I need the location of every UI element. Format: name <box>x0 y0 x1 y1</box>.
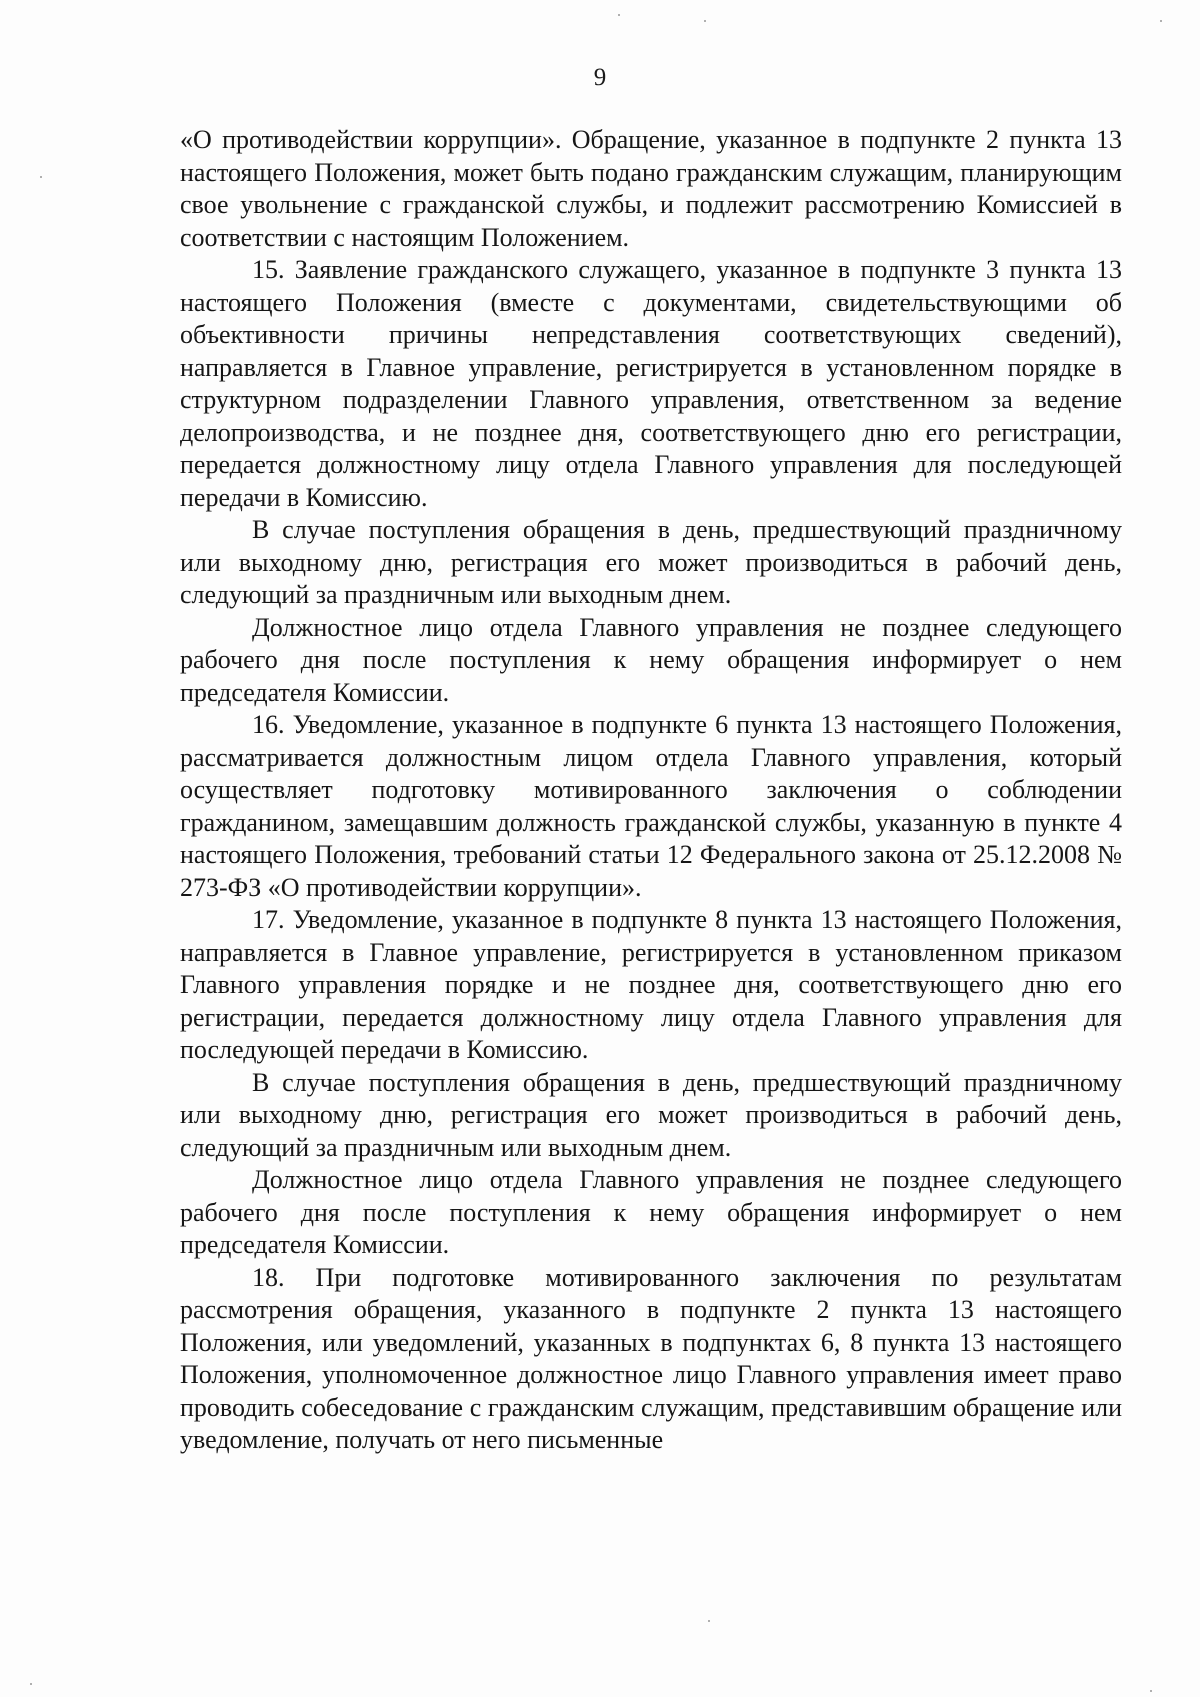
paragraph-item-16: 16. Уведомление, указанное в подпункте 6 пункта 13 настоящего Положения, рассматривается должностным лицом отдела Главного управления, который осуществляет подготовку мотивированного заключения о соблюдении гражданином, замещавшим должность гражданской службы, указанную в пункте 4 настоящего Положения, требований статьи 12 Федерального закона от 25.12.2008 № 273-ФЗ «О противодействии коррупции». <box>180 710 1122 902</box>
paragraph-item-17: 17. Уведомление, указанное в подпункте 8 пункта 13 настоящего Положения, направляется в Главное управление, регистрируется в установленном приказом Главного управления порядке и не позднее дня, соответствующего дню его регистрации, передается должностному лицу отдела Главного управления для последующей передачи в Комиссию. <box>180 905 1122 1064</box>
paragraph-holiday-registration-2: В случае поступления обращения в день, предшествующий праздничному или выходному дню, регистрация его может производиться в рабочий день, следующий за праздничным или выходным днем. <box>180 1067 1122 1162</box>
paragraph-holiday-registration: В случае поступления обращения в день, предшествующий праздничному или выходному дню, регистрация его может производиться в рабочий день, следующий за праздничным или выходным днем. <box>180 515 1122 609</box>
paragraph-item-18: 18. При подготовке мотивированного заключения по результатам рассмотрения обращения, указанного в подпункте 2 пункта 13 настоящего Положения, или уведомлений, указанных в подпунктах 6, 8 пункта 13 настоящего Положения, уполномоченное должностное лицо Главного управления имеет право проводить собеседование с гражданским служащим, представившим обращение или уведомление, получать от него письменные <box>180 1262 1122 1454</box>
document-body <box>180 124 1122 1457</box>
scan-speck <box>40 176 42 178</box>
paragraph-continuation: «О противодействии коррупции». Обращение, указанное в подпункте 2 пункта 13 настоящего Положения, может быть подано гражданским служащим, планирующим свое увольнение с гражданской службы, и подлежит рассмотрению Комиссией в соответствии с настоящим Положением. <box>180 125 1122 252</box>
scan-speck <box>708 1620 710 1622</box>
page-number: 9 <box>593 64 607 91</box>
scan-speck <box>1160 20 1162 22</box>
scan-speck <box>30 1683 32 1685</box>
scan-speck <box>704 20 706 22</box>
paragraph-inform-chairman: Должностное лицо отдела Главного управления не позднее следующего рабочего дня после поступления к нему обращения информирует о нем председателя Комиссии. <box>180 612 1122 707</box>
paragraph-inform-chairman-2: Должностное лицо отдела Главного управления не позднее следующего рабочего дня после поступления к нему обращения информирует о нем председателя Комиссии. <box>180 1165 1122 1259</box>
paragraph-item-15: 15. Заявление гражданского служащего, указанное в подпункте 3 пункта 13 настоящего Положения (вместе с документами, свидетельствующими об объективности причины непредставления соответствующих сведений), направляется в Главное управление, регистрируется в установленном порядке в структурном подразделении Главного управления, ответственном за ведение делопроизводства, и не позднее дня, соответствующего дню его регистрации, передается должностному лицу отдела Главного управления для последующей передачи в Комиссию. <box>180 255 1122 512</box>
scan-speck <box>1150 1690 1152 1692</box>
scan-speck <box>618 14 620 16</box>
